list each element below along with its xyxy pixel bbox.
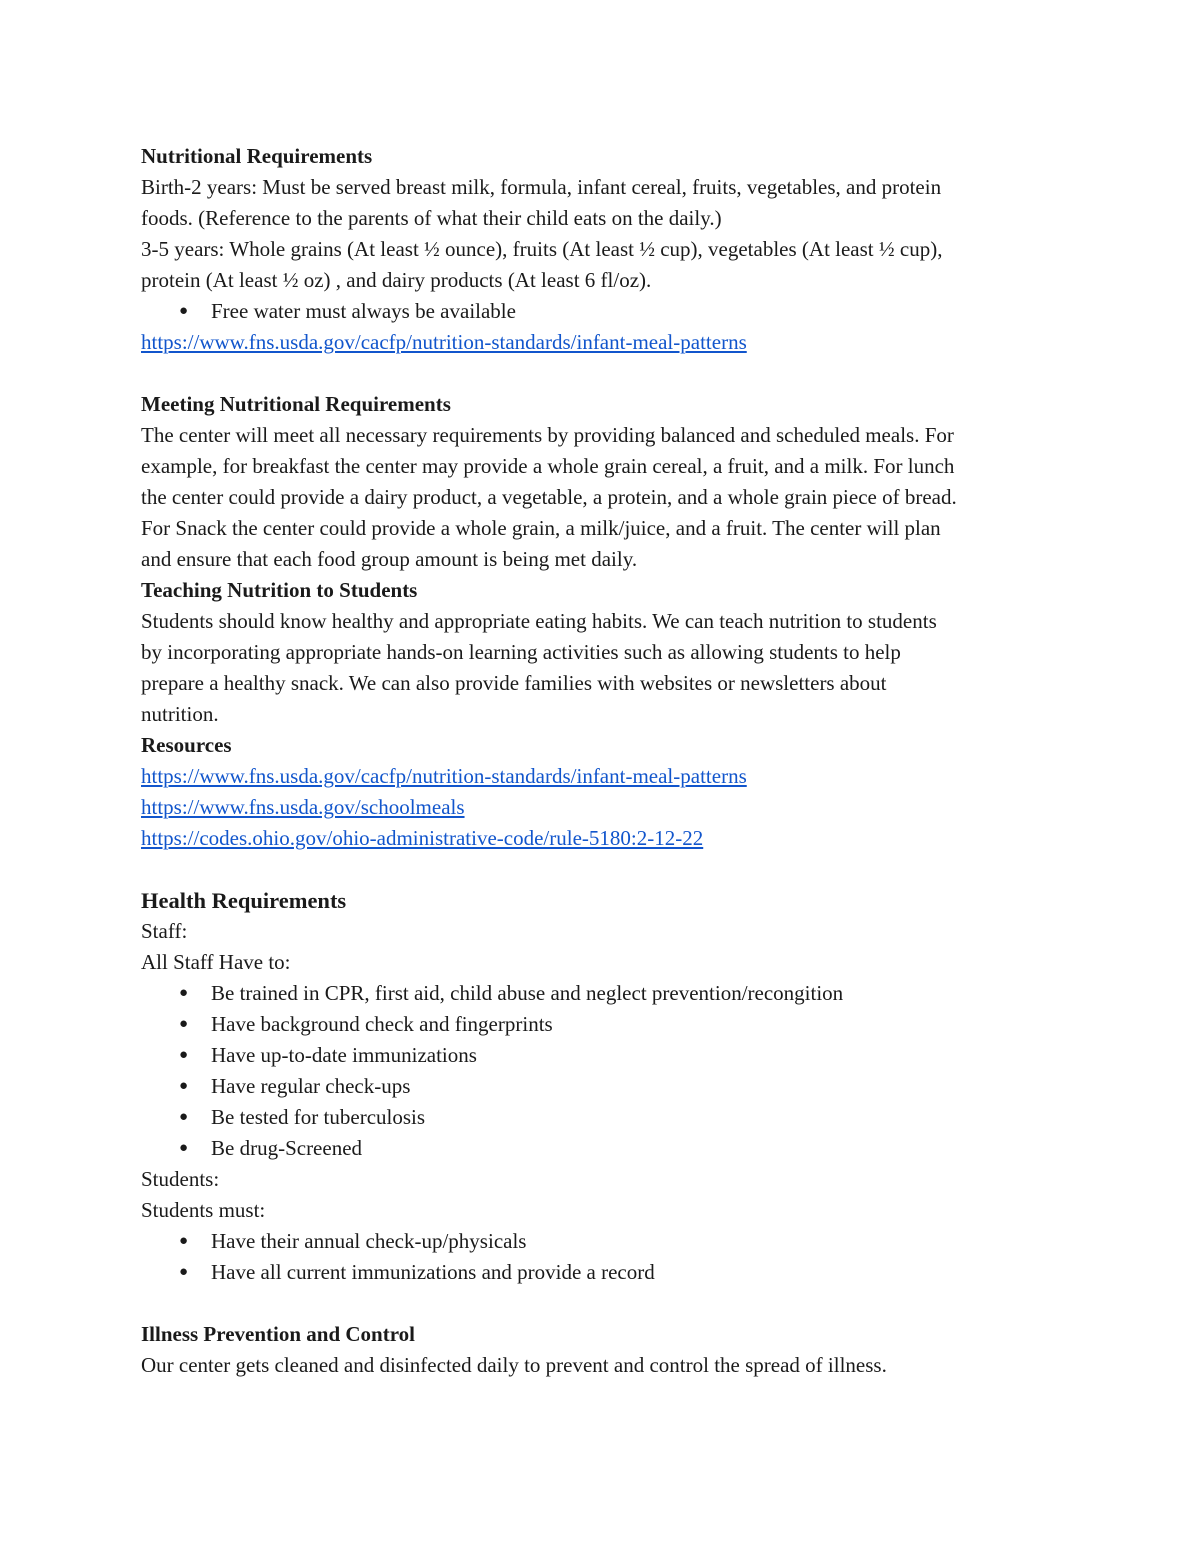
teaching-line: prepare a healthy snack. We can also provide families with websites or newsletters about <box>141 671 887 695</box>
nutrition-line: Birth-2 years: Must be served breast milk, formula, infant cereal, fruits, vegetables, and protein <box>141 175 942 199</box>
bullet-icon: ● <box>179 1264 189 1280</box>
nutrition-line: foods. (Reference to the parents of what their child eats on the daily.) <box>141 206 722 230</box>
resource-link-schoolmeals[interactable]: https://www.fns.usda.gov/schoolmeals <box>141 795 465 819</box>
bullet-icon: ● <box>179 1140 189 1156</box>
students-label: Students: <box>141 1167 220 1191</box>
infant-meal-patterns-link[interactable]: https://www.fns.usda.gov/cacfp/nutrition-standards/infant-meal-patterns <box>141 330 747 354</box>
bullet-icon: ● <box>179 1109 189 1125</box>
bullet-icon: ● <box>179 985 189 1001</box>
teaching-heading: Teaching Nutrition to Students <box>141 578 418 602</box>
staff-list-item <box>141 1040 1060 1071</box>
teaching-line: nutrition. <box>141 702 219 726</box>
nutrition-heading: Nutritional Requirements <box>141 144 373 168</box>
bullet-text: Free water must always be available <box>211 299 516 323</box>
nutrition-line: protein (At least ½ oz) , and dairy products (At least 6 fl/oz). <box>141 268 652 292</box>
staff-item-text: Be drug-Screened <box>211 1136 363 1160</box>
teaching-line: by incorporating appropriate hands-on learning activities such as allowing students to help <box>141 640 901 664</box>
staff-list-item <box>141 978 1060 1009</box>
bullet-icon: ● <box>179 1078 189 1094</box>
staff-item-text: Be trained in CPR, first aid, child abuse and neglect prevention/recongition <box>211 981 844 1005</box>
health-heading: Health Requirements <box>141 888 347 913</box>
staff-intro: All Staff Have to: <box>141 950 291 974</box>
bullet-icon: ● <box>179 1016 189 1032</box>
bullet-icon: ● <box>179 1047 189 1063</box>
staff-item-text: Have regular check-ups <box>211 1074 411 1098</box>
resources-heading: Resources <box>141 733 232 757</box>
meeting-line: The center will meet all necessary requirements by providing balanced and scheduled meals. For <box>141 423 954 447</box>
staff-item-text: Have background check and fingerprints <box>211 1012 553 1036</box>
staff-label: Staff: <box>141 919 188 943</box>
meeting-line: the center could provide a dairy product, a vegetable, a protein, and a whole grain piece of bread. <box>141 485 957 509</box>
staff-item-text: Be tested for tuberculosis <box>211 1105 426 1129</box>
students-intro: Students must: <box>141 1198 266 1222</box>
meeting-line: For Snack the center could provide a whole grain, a milk/juice, and a fruit. The center will plan <box>141 516 941 540</box>
meeting-line: example, for breakfast the center may provide a whole grain cereal, a fruit, and a milk. For lunch <box>141 454 955 478</box>
staff-list-item <box>141 1133 1060 1164</box>
resource-link-infant-meal-patterns[interactable]: https://www.fns.usda.gov/cacfp/nutrition-standards/infant-meal-patterns <box>141 764 747 788</box>
illness-heading: Illness Prevention and Control <box>141 1322 416 1346</box>
bullet-icon: ● <box>179 1233 189 1249</box>
student-item-text: Have all current immunizations and provide a record <box>211 1260 655 1284</box>
bullet-icon: ● <box>179 303 189 319</box>
staff-item-text: Have up-to-date immunizations <box>211 1043 477 1067</box>
staff-list-item <box>141 1071 1060 1102</box>
student-list-item <box>141 1226 1060 1257</box>
staff-list-item <box>141 1102 1060 1133</box>
nutrition-line: 3-5 years: Whole grains (At least ½ ounce), fruits (At least ½ cup), vegetables (At least ½ cup), <box>141 237 943 261</box>
meeting-line: and ensure that each food group amount is being met daily. <box>141 547 638 571</box>
student-item-text: Have their annual check-up/physicals <box>211 1229 527 1253</box>
teaching-line: Students should know healthy and appropriate eating habits. We can teach nutrition to students <box>141 609 937 633</box>
illness-line: Our center gets cleaned and disinfected daily to prevent and control the spread of illness. <box>141 1353 887 1377</box>
staff-list-item <box>141 1009 1060 1040</box>
student-list-item <box>141 1257 1060 1288</box>
resource-link-ohio-code[interactable]: https://codes.ohio.gov/ohio-administrative-code/rule-5180:2-12-22 <box>141 826 704 850</box>
nutrition-bullet-item <box>141 296 1060 327</box>
meeting-heading: Meeting Nutritional Requirements <box>141 392 451 416</box>
